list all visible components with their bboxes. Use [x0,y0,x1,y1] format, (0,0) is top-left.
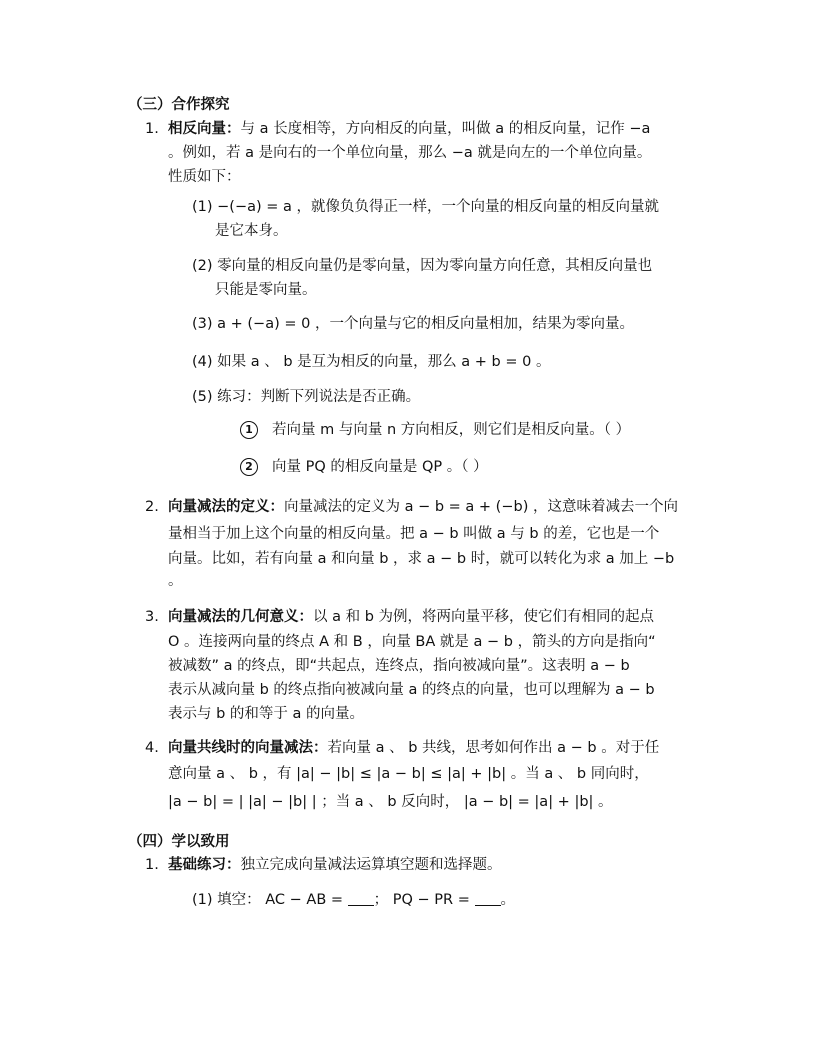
item1-title: 相反向量： [168,121,241,137]
item2-number: 2. [145,499,159,515]
property3: (3) a + (−a) = 0 ，一个向量与它的相反向量相加，结果为零向量。 [192,316,634,332]
item3-line4: 表示从减向量 b 的终点指向被减向量 a 的终点的向量，也可以理解为 a − b [168,682,655,698]
exercise-q2-text: 向量 PQ 的相反向量是 QP 。（ ） [272,459,488,475]
item3-line3: 被减数” a 的终点，即“共起点，连终点，指向被减向量”。这表明 a − b [168,658,630,674]
item2-line1 [168,495,678,519]
item1-line1 [168,117,650,141]
exercise-q1-text: 若向量 m 与向量 n 方向相反，则它们是相反向量。（ ） [272,422,631,438]
property2-line1: (2) 零向量的相反向量仍是零向量，因为零向量方向任意，其相反向量也 [192,258,653,274]
section3-heading: （三）合作探究 [128,97,230,113]
section4-heading: （四）学以致用 [128,834,230,850]
s4-item1-title: 基础练习： [168,857,241,873]
fill-expression-2: PQ − PR = [392,892,470,908]
property1-line1: (1) −(−a) = a ，就像负负得正一样，一个向量的相反向量的相反向量就 [192,199,660,215]
answer-blank-1[interactable] [348,891,374,906]
item4-line2: 意向量 a 、 b ，有 |a| − |b| ≤ |a − b| ≤ |a| + |b| 。当 a 、 b 同向时， [168,766,649,782]
item1-number: 1. [145,121,159,137]
fill-separator: ； [373,892,389,908]
item2-text: 向量减法的定义为 a − b = a + (−b) ，这意味着减去一个向 [284,499,678,515]
property5: (5) 练习：判断下列说法是否正确。 [192,389,421,405]
item2-line4: 。 [168,573,183,589]
exercise-q2 [240,455,488,479]
item2-line2: 量相当于加上这个向量的相反向量。把 a − b 叫做 a 与 b 的差，它也是一个 [168,526,660,542]
circled-number-2: 2 [240,458,258,476]
item2-line3: 向量。比如，若有向量 a 和向量 b ，求 a − b 时，就可以转化为求 a 加上 −b [168,551,675,567]
item1-line3: 性质如下： [168,169,241,185]
item4-line1 [168,736,659,760]
item3-title: 向量减法的几何意义： [168,609,313,625]
circled-number-1: 1 [240,421,258,439]
s4-item1-line [168,853,502,877]
answer-blank-2[interactable] [475,891,501,906]
item3-line1 [168,605,654,629]
item3-line2: O 。连接两向量的终点 A 和 B ，向量 BA 就是 a − b ，箭头的方向是指向“ [168,634,656,650]
item1-line2: 。例如，若 a 是向右的一个单位向量，那么 −a 就是向左的一个单位向量。 [168,145,652,161]
item4-text: 若向量 a 、 b 共线，思考如何作出 a − b 。对于任 [327,740,660,756]
s4-item1-text: 独立完成向量减法运算填空题和选择题。 [240,857,502,873]
item1-text: 与 a 长度相等，方向相反的向量，叫做 a 的相反向量，记作 −a [240,121,651,137]
property1-line2: 是它本身。 [215,223,288,239]
exercise-q1 [240,418,630,442]
item4-number: 4. [145,740,159,756]
fill-end: 。 [500,892,515,908]
fill-in-line [192,888,515,912]
item2-title: 向量减法的定义： [168,499,284,515]
property4: (4) 如果 a 、 b 是互为相反的向量，那么 a + b = 0 。 [192,354,551,370]
property2-line2: 只能是零向量。 [215,282,317,298]
item3-line5: 表示与 b 的和等于 a 的向量。 [168,706,365,722]
item4-title: 向量共线时的向量减法： [168,740,328,756]
fill-expression-1: AC − AB = [265,892,344,908]
item3-text: 以 a 和 b 为例，将两向量平移，使它们有相同的起点 [313,609,655,625]
item3-number: 3. [145,609,159,625]
s4-item1-number: 1. [145,857,159,873]
item4-line3: |a − b| = | |a| − |b| | ；当 a 、 b 反向时， |a − b| = |a| + |b| 。 [168,794,613,810]
fill-label: (1) 填空： [192,892,261,908]
